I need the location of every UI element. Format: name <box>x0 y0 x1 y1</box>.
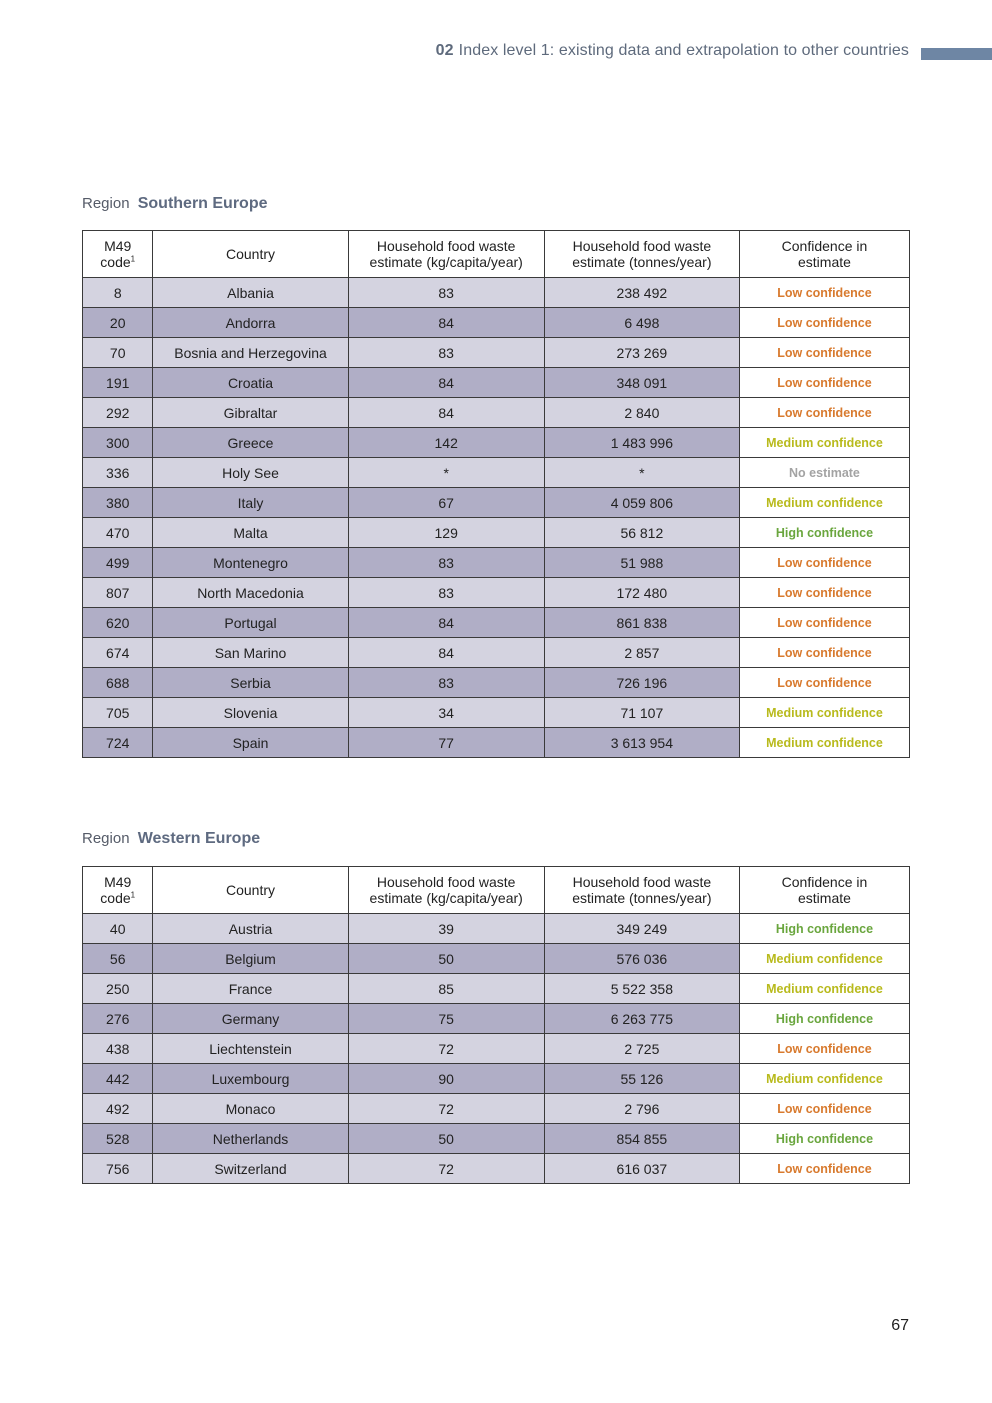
tonnes-per-year-cell: 56 812 <box>544 518 739 548</box>
kg-per-capita-cell: 72 <box>348 1094 544 1124</box>
chapter-title: Index level 1: existing data and extrapolation to other countries <box>458 42 909 59</box>
m49-code-cell: 620 <box>83 608 153 638</box>
tonnes-per-year-cell: 2 840 <box>544 398 739 428</box>
header-kg-per-capita: Household food waste estimate (kg/capita/year) <box>348 231 544 278</box>
m49-code-cell: 499 <box>83 548 153 578</box>
confidence-cell: High confidence <box>739 914 909 944</box>
m49-code-cell: 756 <box>83 1154 153 1184</box>
table-header-row <box>83 867 910 914</box>
tonnes-per-year-cell: 238 492 <box>544 278 739 308</box>
kg-per-capita-cell: 84 <box>348 608 544 638</box>
region-label: Region <box>82 830 130 847</box>
table-row <box>83 338 910 368</box>
region-name: Southern Europe <box>137 195 268 212</box>
kg-per-capita-cell: 83 <box>348 278 544 308</box>
confidence-cell: Low confidence <box>739 278 909 308</box>
country-cell: Luxembourg <box>153 1064 348 1094</box>
table-row <box>83 728 910 758</box>
kg-per-capita-cell: 83 <box>348 548 544 578</box>
table-row <box>83 1064 910 1094</box>
kg-per-capita-cell: 34 <box>348 698 544 728</box>
country-cell: Switzerland <box>153 1154 348 1184</box>
region-label: Region <box>82 195 130 212</box>
country-cell: Belgium <box>153 944 348 974</box>
country-cell: Austria <box>153 914 348 944</box>
confidence-cell: Low confidence <box>739 308 909 338</box>
tonnes-per-year-cell: 2 857 <box>544 638 739 668</box>
kg-per-capita-cell: * <box>348 458 544 488</box>
kg-per-capita-cell: 142 <box>348 428 544 458</box>
m49-code-cell: 191 <box>83 368 153 398</box>
kg-per-capita-cell: 129 <box>348 518 544 548</box>
table-row <box>83 1124 910 1154</box>
confidence-cell: High confidence <box>739 1004 909 1034</box>
tonnes-per-year-cell: 71 107 <box>544 698 739 728</box>
tonnes-per-year-cell: 273 269 <box>544 338 739 368</box>
kg-per-capita-cell: 75 <box>348 1004 544 1034</box>
m49-code-cell: 40 <box>83 914 153 944</box>
table-row <box>83 458 910 488</box>
kg-per-capita-cell: 67 <box>348 488 544 518</box>
confidence-cell: No estimate <box>739 458 909 488</box>
confidence-cell: Low confidence <box>739 608 909 638</box>
confidence-cell: Medium confidence <box>739 974 909 1004</box>
tonnes-per-year-cell: 854 855 <box>544 1124 739 1154</box>
kg-per-capita-cell: 84 <box>348 638 544 668</box>
confidence-cell: Low confidence <box>739 548 909 578</box>
table-row <box>83 1004 910 1034</box>
m49-code-cell: 674 <box>83 638 153 668</box>
m49-code-cell: 300 <box>83 428 153 458</box>
header-m49-code: M49 code$^1$ <box>83 867 153 914</box>
kg-per-capita-cell: 72 <box>348 1154 544 1184</box>
m49-code-cell: 470 <box>83 518 153 548</box>
confidence-cell: Low confidence <box>739 638 909 668</box>
confidence-cell: Low confidence <box>739 668 909 698</box>
confidence-cell: Medium confidence <box>739 728 909 758</box>
country-cell: Albania <box>153 278 348 308</box>
country-cell: Greece <box>153 428 348 458</box>
tonnes-per-year-cell: 3 613 954 <box>544 728 739 758</box>
country-cell: Italy <box>153 488 348 518</box>
tonnes-per-year-cell: 4 059 806 <box>544 488 739 518</box>
m49-code-cell: 438 <box>83 1034 153 1064</box>
table-row <box>83 974 910 1004</box>
m49-code-cell: 705 <box>83 698 153 728</box>
kg-per-capita-cell: 72 <box>348 1034 544 1064</box>
table-row <box>83 548 910 578</box>
table-row <box>83 308 910 338</box>
kg-per-capita-cell: 50 <box>348 1124 544 1154</box>
table-header-row <box>83 231 910 278</box>
country-cell: Spain <box>153 728 348 758</box>
confidence-cell: Low confidence <box>739 1154 909 1184</box>
page-number: 67 <box>891 1317 909 1334</box>
tonnes-per-year-cell: 1 483 996 <box>544 428 739 458</box>
header-accent-bar <box>921 48 992 60</box>
country-cell: Monaco <box>153 1094 348 1124</box>
m49-code-cell: 70 <box>83 338 153 368</box>
tonnes-per-year-cell: 172 480 <box>544 578 739 608</box>
table-row <box>83 368 910 398</box>
m49-code-cell: 688 <box>83 668 153 698</box>
country-cell: Gibraltar <box>153 398 348 428</box>
country-cell: Montenegro <box>153 548 348 578</box>
m49-code-cell: 56 <box>83 944 153 974</box>
kg-per-capita-cell: 77 <box>348 728 544 758</box>
kg-per-capita-cell: 84 <box>348 308 544 338</box>
kg-per-capita-cell: 39 <box>348 914 544 944</box>
country-cell: Liechtenstein <box>153 1034 348 1064</box>
table-body <box>83 278 910 758</box>
region-name: Western Europe <box>137 830 261 847</box>
m49-code-cell: 336 <box>83 458 153 488</box>
table-row <box>83 914 910 944</box>
table-row <box>83 428 910 458</box>
m49-code-cell: 292 <box>83 398 153 428</box>
country-cell: Serbia <box>153 668 348 698</box>
tonnes-per-year-cell: 2 796 <box>544 1094 739 1124</box>
table-row <box>83 1034 910 1064</box>
table-row <box>83 638 910 668</box>
tonnes-per-year-cell: 51 988 <box>544 548 739 578</box>
tonnes-per-year-cell: 5 522 358 <box>544 974 739 1004</box>
confidence-cell: Medium confidence <box>739 944 909 974</box>
header-country: Country <box>153 231 348 278</box>
table-row <box>83 278 910 308</box>
table-row <box>83 398 910 428</box>
kg-per-capita-cell: 85 <box>348 974 544 1004</box>
m49-code-cell: 20 <box>83 308 153 338</box>
tonnes-per-year-cell: 6 263 775 <box>544 1004 739 1034</box>
country-cell: Slovenia <box>153 698 348 728</box>
country-cell: Germany <box>153 1004 348 1034</box>
confidence-cell: Low confidence <box>739 338 909 368</box>
region-heading-southern-europe <box>82 195 268 213</box>
confidence-cell: Low confidence <box>739 368 909 398</box>
tonnes-per-year-cell: 6 498 <box>544 308 739 338</box>
confidence-cell: Medium confidence <box>739 1064 909 1094</box>
table-row <box>83 578 910 608</box>
southern-europe-table <box>82 230 910 758</box>
kg-per-capita-cell: 90 <box>348 1064 544 1094</box>
header-tonnes-per-year: Household food waste estimate (tonnes/year) <box>544 231 739 278</box>
m49-code-cell: 492 <box>83 1094 153 1124</box>
table-row <box>83 668 910 698</box>
confidence-cell: Medium confidence <box>739 488 909 518</box>
tonnes-per-year-cell: 55 126 <box>544 1064 739 1094</box>
m49-code-cell: 528 <box>83 1124 153 1154</box>
tonnes-per-year-cell: 348 091 <box>544 368 739 398</box>
tonnes-per-year-cell: 576 036 <box>544 944 739 974</box>
m49-code-cell: 380 <box>83 488 153 518</box>
country-cell: France <box>153 974 348 1004</box>
country-cell: San Marino <box>153 638 348 668</box>
western-europe-table <box>82 866 910 1184</box>
country-cell: Holy See <box>153 458 348 488</box>
confidence-cell: Medium confidence <box>739 428 909 458</box>
country-cell: North Macedonia <box>153 578 348 608</box>
kg-per-capita-cell: 84 <box>348 398 544 428</box>
table-row <box>83 1094 910 1124</box>
tonnes-per-year-cell: 2 725 <box>544 1034 739 1064</box>
confidence-cell: Low confidence <box>739 398 909 428</box>
chapter-number: 02 <box>435 42 454 59</box>
m49-code-cell: 724 <box>83 728 153 758</box>
country-cell: Portugal <box>153 608 348 638</box>
table-body <box>83 914 910 1184</box>
confidence-cell: Medium confidence <box>739 698 909 728</box>
table-row <box>83 608 910 638</box>
table-row <box>83 698 910 728</box>
tonnes-per-year-cell: 861 838 <box>544 608 739 638</box>
header-country: Country <box>153 867 348 914</box>
confidence-cell: Low confidence <box>739 1034 909 1064</box>
header-confidence: Confidence in estimate <box>739 231 909 278</box>
running-header <box>436 42 909 60</box>
kg-per-capita-cell: 50 <box>348 944 544 974</box>
country-cell: Malta <box>153 518 348 548</box>
header-kg-per-capita: Household food waste estimate (kg/capita/year) <box>348 867 544 914</box>
confidence-cell: Low confidence <box>739 578 909 608</box>
table-row <box>83 944 910 974</box>
region-heading-western-europe <box>82 830 260 848</box>
header-confidence: Confidence in estimate <box>739 867 909 914</box>
tonnes-per-year-cell: 349 249 <box>544 914 739 944</box>
confidence-cell: Low confidence <box>739 1094 909 1124</box>
country-cell: Andorra <box>153 308 348 338</box>
table-row <box>83 518 910 548</box>
kg-per-capita-cell: 84 <box>348 368 544 398</box>
kg-per-capita-cell: 83 <box>348 578 544 608</box>
table-row <box>83 1154 910 1184</box>
country-cell: Bosnia and Herzegovina <box>153 338 348 368</box>
header-tonnes-per-year: Household food waste estimate (tonnes/year) <box>544 867 739 914</box>
confidence-cell: High confidence <box>739 1124 909 1154</box>
table-row <box>83 488 910 518</box>
country-cell: Croatia <box>153 368 348 398</box>
tonnes-per-year-cell: * <box>544 458 739 488</box>
m49-code-cell: 442 <box>83 1064 153 1094</box>
confidence-cell: High confidence <box>739 518 909 548</box>
kg-per-capita-cell: 83 <box>348 338 544 368</box>
header-m49-code: M49 code$^1$ <box>83 231 153 278</box>
m49-code-cell: 276 <box>83 1004 153 1034</box>
tonnes-per-year-cell: 726 196 <box>544 668 739 698</box>
m49-code-cell: 250 <box>83 974 153 1004</box>
m49-code-cell: 807 <box>83 578 153 608</box>
country-cell: Netherlands <box>153 1124 348 1154</box>
kg-per-capita-cell: 83 <box>348 668 544 698</box>
tonnes-per-year-cell: 616 037 <box>544 1154 739 1184</box>
m49-code-cell: 8 <box>83 278 153 308</box>
